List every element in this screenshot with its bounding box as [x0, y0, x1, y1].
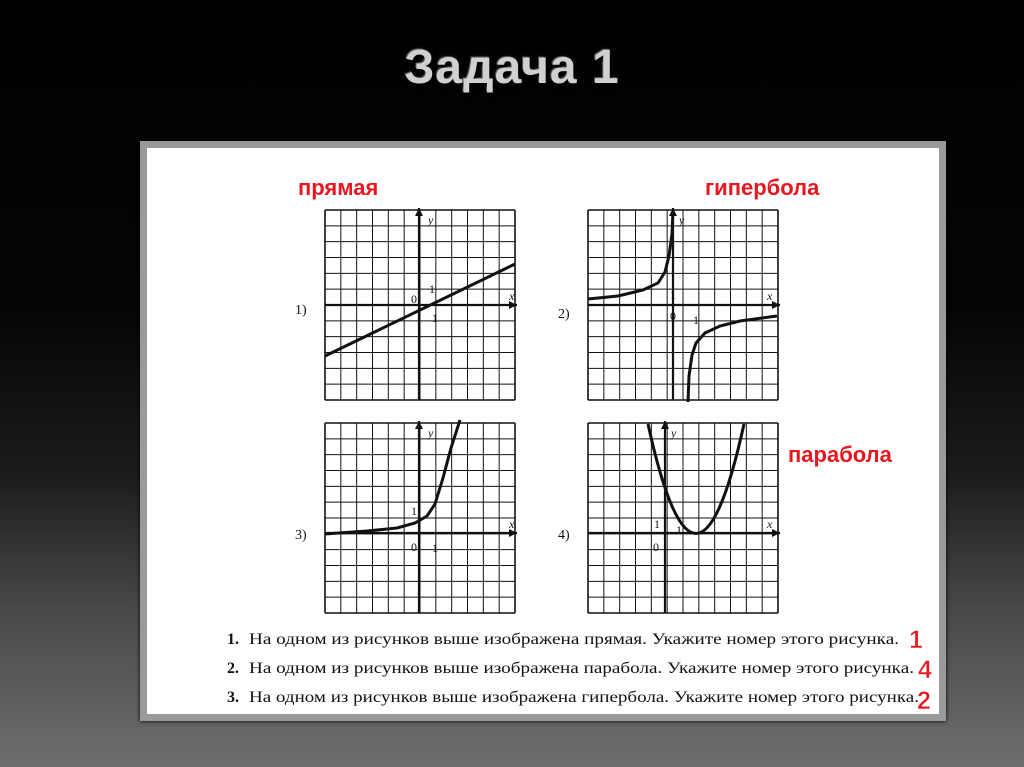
figure-3-y-unit-label: 1 — [411, 504, 417, 518]
label-parabola: парабола — [788, 442, 892, 467]
question-2-answer: 4 — [918, 656, 932, 684]
figure-2 — [558, 208, 780, 402]
figure-3-exponential-graph — [325, 420, 460, 534]
question-2 — [227, 656, 932, 684]
figure-3-x-label: x — [509, 517, 515, 531]
figure-2-hyperbola-left-branch — [588, 210, 673, 299]
question-3-answer: 2 — [917, 687, 931, 714]
figure-4-origin-label: 0 — [653, 540, 659, 554]
question-1-text: На одном из рисунков выше изображена прямая. Укажите номер этого рисунка. — [249, 631, 899, 648]
figure-3-origin-label: 0 — [411, 540, 417, 554]
figure-1-number: 1) — [295, 303, 307, 318]
figure-3-y-label: y — [428, 426, 434, 440]
question-1-answer: 1 — [909, 626, 923, 654]
figure-3 — [295, 420, 517, 613]
figure-1-x-label: x — [509, 289, 515, 303]
figure-4-x-label: x — [767, 517, 773, 531]
figure-2-origin-label: 0 — [670, 309, 676, 323]
figure-2-x-unit-label: 1 — [693, 313, 699, 327]
figure-3-number: 3) — [295, 528, 307, 543]
figure-1-x-unit-label: 1 — [432, 311, 438, 325]
figure-2-y-label: y — [679, 213, 685, 227]
question-3 — [227, 687, 931, 714]
question-list — [227, 626, 932, 714]
figure-1-y-label: y — [428, 213, 434, 227]
figure-2-hyperbola-right-branch — [688, 316, 777, 402]
figure-2-number: 2) — [558, 307, 570, 322]
figure-2-y-unit-label: 1 — [670, 288, 676, 302]
figure-4-parabola-graph — [648, 424, 744, 534]
figure-2-grid — [588, 208, 780, 400]
label-line: прямая — [298, 175, 379, 200]
slide-title: Задача 1 — [404, 41, 620, 94]
figure-4-number: 4) — [558, 528, 570, 543]
question-2-number: 2. — [227, 660, 239, 677]
figure-4-grid — [588, 421, 780, 613]
figure-1-origin-label: 0 — [411, 292, 417, 306]
figure-2-x-label: x — [767, 289, 773, 303]
task-canvas — [147, 148, 939, 714]
figure-3-grid — [325, 421, 517, 613]
figure-3-x-unit-label: 1 — [432, 541, 438, 555]
figure-1 — [295, 208, 517, 400]
figure-1-y-arrow — [415, 208, 423, 216]
question-3-number: 3. — [227, 689, 239, 706]
task-panel — [140, 141, 946, 721]
question-2-text: На одном из рисунков выше изображена парабола. Укажите номер этого рисунка. — [249, 660, 914, 677]
figure-1-grid — [325, 208, 517, 400]
figure-4-y-label: y — [671, 426, 677, 440]
question-1-number: 1. — [227, 631, 239, 648]
figure-4-x-unit-label: 1 — [676, 523, 682, 537]
question-3-text: На одном из рисунков выше изображена гипербола. Укажите номер этого рисунка. — [249, 689, 919, 706]
question-1 — [227, 626, 923, 654]
figure-4 — [558, 421, 780, 613]
label-hyperbola: гипербола — [705, 175, 820, 200]
figure-1-y-unit-label: 1 — [429, 282, 435, 296]
figure-4-y-unit-label: 1 — [654, 517, 660, 531]
